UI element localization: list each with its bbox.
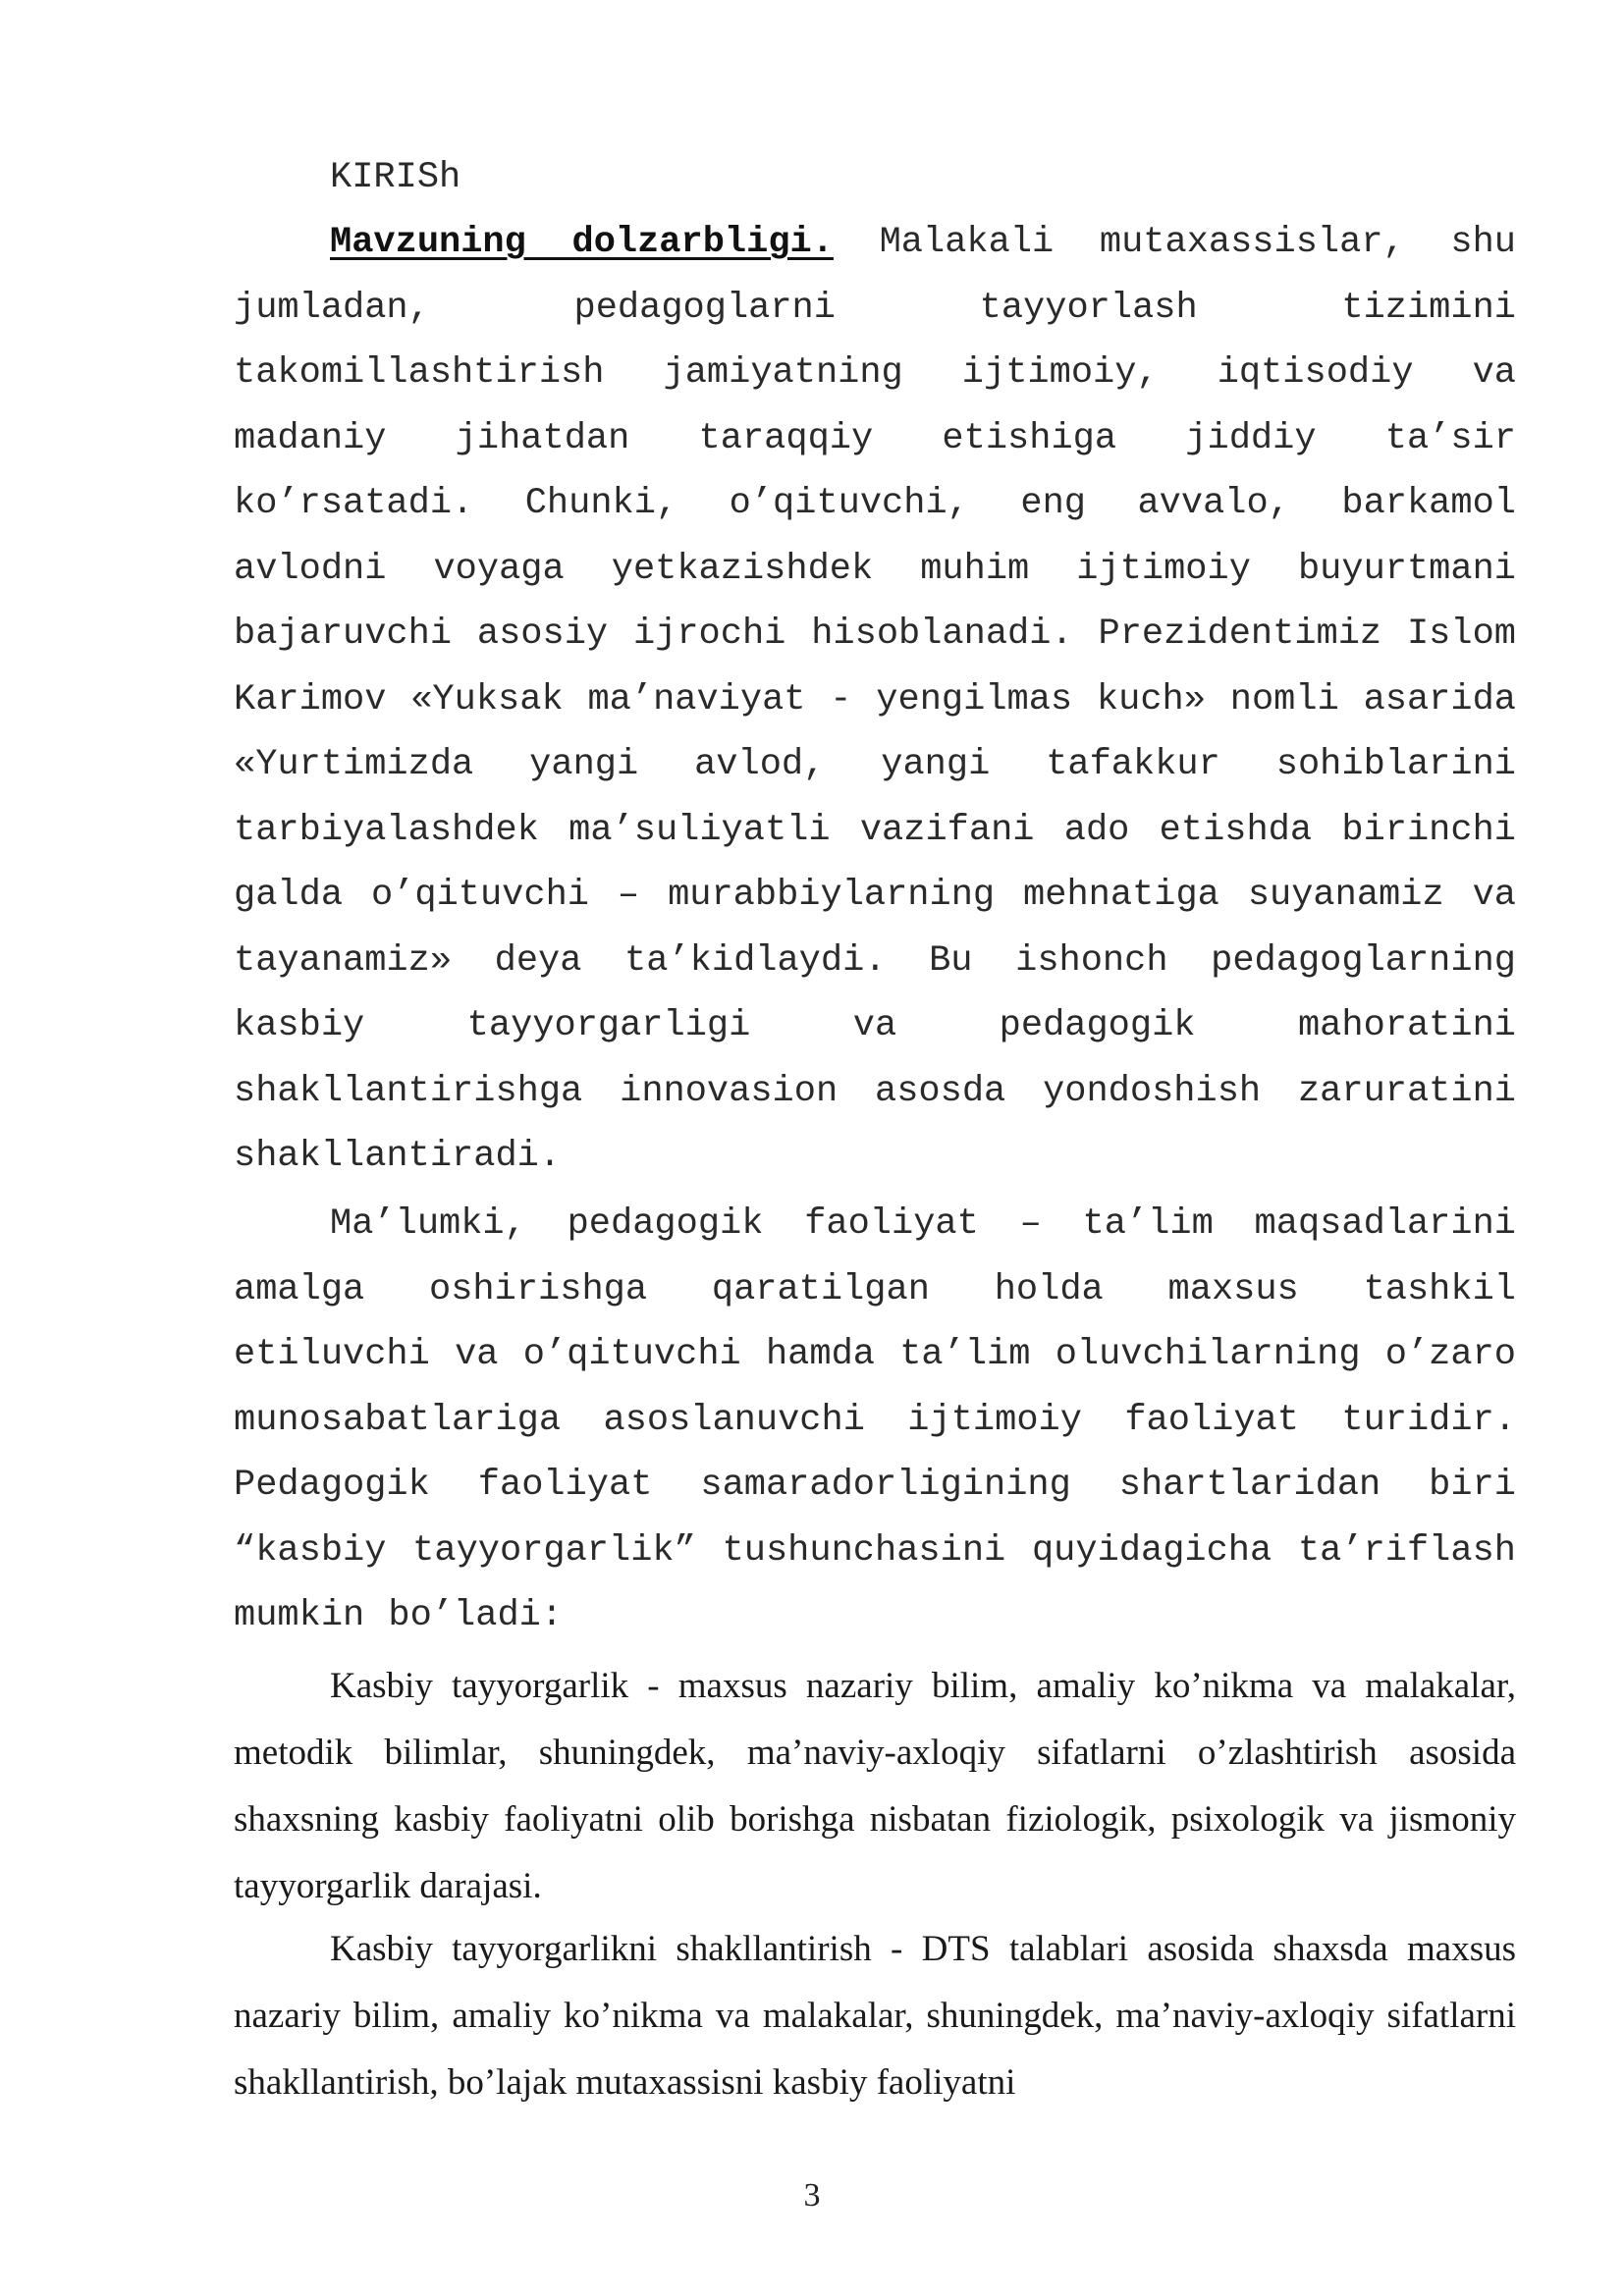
paragraph-pedagogical-activity	[234, 1192, 1516, 1649]
paragraph-relevance	[234, 210, 1516, 1190]
pedagogical-activity-text: Ma’lumki, pedagogik faoliyat – ta’lim maqsadlarini amalga oshirishga qaratilgan holda maxsus tashkil etiluvchi va o’qituvchi hamda ta’lim oluvchilarning o’zaro munosabatlariga asoslanuvchi ijtimoiy faoliyat turidir. Pedagogik faoliyat samaradorligining shartlaridan biri “kasbiy tayyorgarlik” tushunchasini quyidagicha ta’riflash mumkin bo’ladi:	[234, 1203, 1516, 1636]
definition-text: Kasbiy tayyorgarlik - maxsus nazariy bilim, amaliy ko’nikma va malakalar, metodik bilimlar, shuningdek, ma’naviy-axloqiy sifatlarni o’zlashtirish asosida shaxsning kasbiy faoliyatni olib borishga nisbatan fiziologik, psixologik va jismoniy tayyorgarlik darajasi.	[234, 1666, 1516, 1906]
page-number: 3	[803, 2177, 821, 2214]
paragraph-definition	[234, 1653, 1516, 1920]
relevance-text: Malakali mutaxassislar, shu jumladan, pedagoglarni tayyorlash tizimini takomillashtirish jamiyatning ijtimoiy, iqtisodiy va madaniy jihatdan taraqqiy etishiga jiddiy ta’sir ko’rsatadi. Chunki, o’qituvchi, eng avvalo, barkamol avlodni voyaga yetkazishdek muhim ijtimoiy buyurtmani bajaruvchi asosiy ijrochi hisoblanadi. Prezidentimiz Islom Karimov «Yuksak ma’naviyat - yengilmas kuch» nomli asarida «Yurtimizda yangi avlod, yangi tafakkur sohiblarini tarbiyalashdek ma’suliyatli vazifani ado etishda birinchi galda o’qituvchi – murabbiylarning mehnatiga suyanamiz va tayanamiz» deya ta’kidlaydi. Bu ishonch pedagoglarning kasbiy tayyorgarligi va pedagogik mahoratini shakllantirishga innovasion asosda yondoshish zaruratini shakllantiradi.	[234, 222, 1516, 1177]
section-heading: KIRISh	[330, 157, 461, 198]
paragraph-formation	[234, 1916, 1516, 2116]
formation-text: Kasbiy tayyorgarlikni shakllantirish - DTS talablari asosida shaxsda maxsus nazariy bilim, amaliy ko’nikma va malakalar, shuningdek, ma’naviy-axloqiy sifatlarni shakllantirish, bo’lajak mutaxassisni kasbiy faoliyatni	[234, 1929, 1516, 2103]
relevance-lead: Mavzuning dolzarbligi.	[330, 222, 834, 263]
